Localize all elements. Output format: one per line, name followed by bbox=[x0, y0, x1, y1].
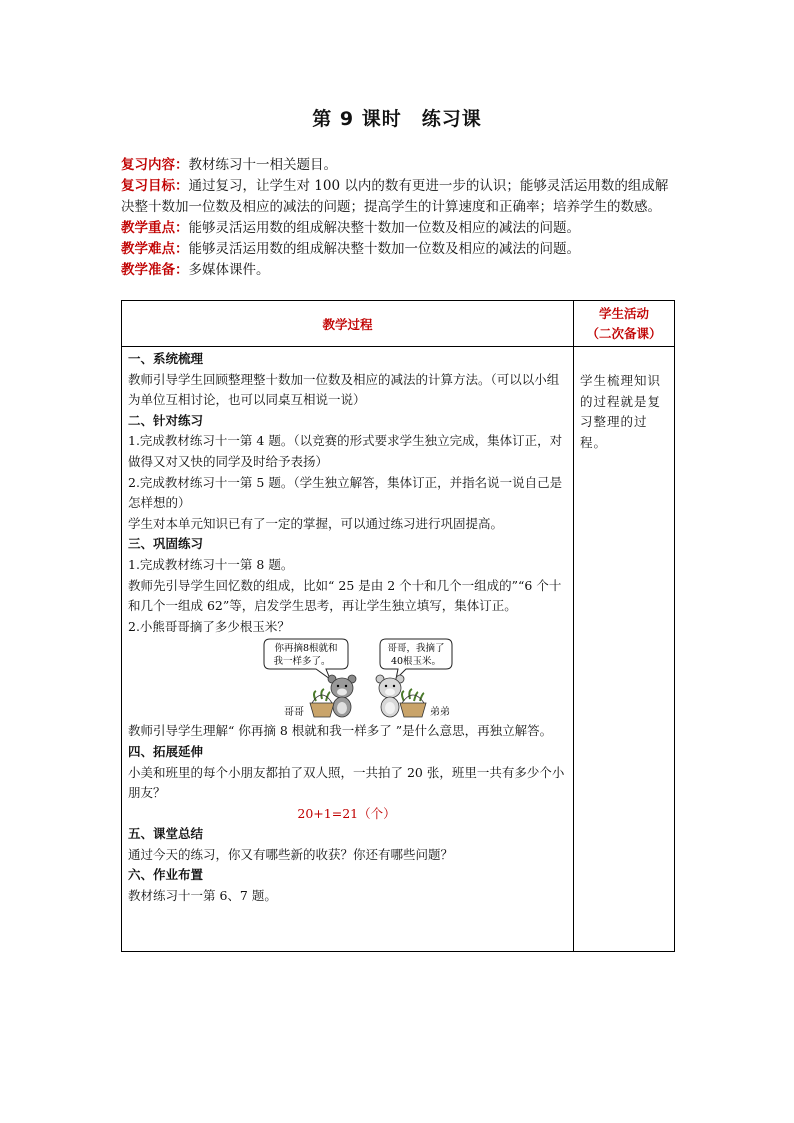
key-point-text: 能够灵活运用数的组成解决整十数加一位数及相应的减法的问题。 bbox=[188, 220, 580, 236]
activity-header-line1: 学生活动 bbox=[598, 305, 649, 321]
table-body-row bbox=[122, 347, 675, 952]
preparation-line bbox=[121, 260, 673, 281]
review-goal-line bbox=[121, 176, 673, 218]
review-goal-text: 通过复习，让学生对 100 以内的数有更进一步的认识；能够灵活运用数的组成解决整十数加一位数及相应的减法的问题；提高学生的计算速度和正确率；培养学生的数感。 bbox=[121, 178, 669, 215]
section-4-text: 小美和班里的每个小朋友都拍了双人照，一共拍了 20 张，班里一共有多少个小朋友？ bbox=[128, 764, 565, 801]
section-5-title: 五、课堂总结 bbox=[128, 826, 204, 842]
bubble-left-line1: 你再摘8根就和 bbox=[274, 643, 338, 655]
left-corn-basket-icon bbox=[310, 689, 334, 717]
section-3-title: 三、巩固练习 bbox=[128, 536, 204, 552]
lesson-plan-table bbox=[121, 300, 675, 952]
review-goal-label: 复习目标： bbox=[121, 178, 189, 194]
key-point-line bbox=[121, 218, 673, 239]
right-corn-basket-icon bbox=[400, 689, 426, 717]
bubble-right-line2: 40根玉米。 bbox=[390, 656, 442, 668]
section-4-title: 四、拓展延伸 bbox=[128, 743, 204, 759]
section-1-title: 一、系统梳理 bbox=[128, 351, 204, 366]
bubble-right-line1: 哥哥，我摘了 bbox=[387, 643, 445, 655]
section-3-item-1: 1.完成教材练习十一第 8 题。 bbox=[128, 556, 294, 572]
bears-picking-corn-image bbox=[256, 637, 456, 719]
page-title: 第 9 课时 练习课 bbox=[312, 108, 482, 130]
lesson-intro bbox=[121, 155, 673, 281]
activity-header bbox=[574, 301, 675, 347]
label-brother: 哥哥 bbox=[284, 707, 304, 719]
review-content-label: 复习内容： bbox=[121, 157, 189, 173]
review-content-line bbox=[121, 155, 673, 176]
review-content-text: 教材练习十一相关题目。 bbox=[188, 157, 337, 173]
younger-bear-icon bbox=[376, 675, 404, 717]
process-header: 教学过程 bbox=[122, 301, 574, 347]
student-activity-cell: 学生梳理知识的过程就是复习整理的过程。 bbox=[574, 347, 675, 952]
section-6-title: 六、作业布置 bbox=[128, 867, 204, 883]
bubble-left-line2: 我一样多了。 bbox=[273, 656, 331, 668]
difficulty-label: 教学难点： bbox=[121, 241, 189, 257]
section-2-item-1: 1.完成教材练习十一第 4 题。（以竞赛的形式要求学生独立完成，集体订正，对做得又对又快的同学及时给予表扬） bbox=[128, 433, 563, 469]
section-4-formula: 20+1=21（个） bbox=[297, 805, 396, 821]
section-1-text: 教师引导学生回顾整理整十数加一位数及相应的减法的计算方法。（可以以小组为单位互相讨论，也可以同桌互相说一说） bbox=[128, 371, 560, 408]
section-3-text: 教师先引导学生回忆数的组成，比如“ 25 是由 2 个十和几个一组成的”“6 个十和几个一组成 62”等，启发学生思考，再让学生独立填写，集体订正。 bbox=[128, 577, 562, 614]
section-3-guidance: 教师引导学生理解“ 你再摘 8 根就和我一样多了 ”是什么意思，再独立解答。 bbox=[128, 723, 553, 739]
preparation-label: 教学准备： bbox=[121, 262, 189, 278]
label-younger-brother: 弟弟 bbox=[430, 707, 450, 719]
difficulty-text: 能够灵活运用数的组成解决整十数加一位数及相应的减法的问题。 bbox=[188, 241, 580, 257]
key-point-label: 教学重点： bbox=[121, 220, 189, 236]
teaching-process-cell bbox=[122, 347, 574, 952]
section-5-text: 通过今天的练习，你又有哪些新的收获？你还有哪些问题？ bbox=[128, 846, 454, 862]
section-2-title: 二、针对练习 bbox=[128, 412, 204, 428]
section-2-text: 学生对本单元知识已有了一定的掌握，可以通过练习进行巩固提高。 bbox=[128, 515, 504, 531]
difficulty-line bbox=[121, 239, 673, 260]
section-2-item-2: 2.完成教材练习十一第 5 题。（学生独立解答，集体订正，并指名说一说自己是怎样想的） bbox=[128, 474, 563, 511]
bear-illustration bbox=[128, 637, 565, 721]
table-header-row bbox=[122, 301, 675, 347]
activity-header-line2: （二次备课） bbox=[586, 325, 662, 341]
section-6-text: 教材练习十一第 6、7 题。 bbox=[128, 888, 277, 904]
preparation-text: 多媒体课件。 bbox=[188, 262, 270, 278]
section-3-item-2: 2.小熊哥哥摘了多少根玉米？ bbox=[128, 618, 290, 634]
